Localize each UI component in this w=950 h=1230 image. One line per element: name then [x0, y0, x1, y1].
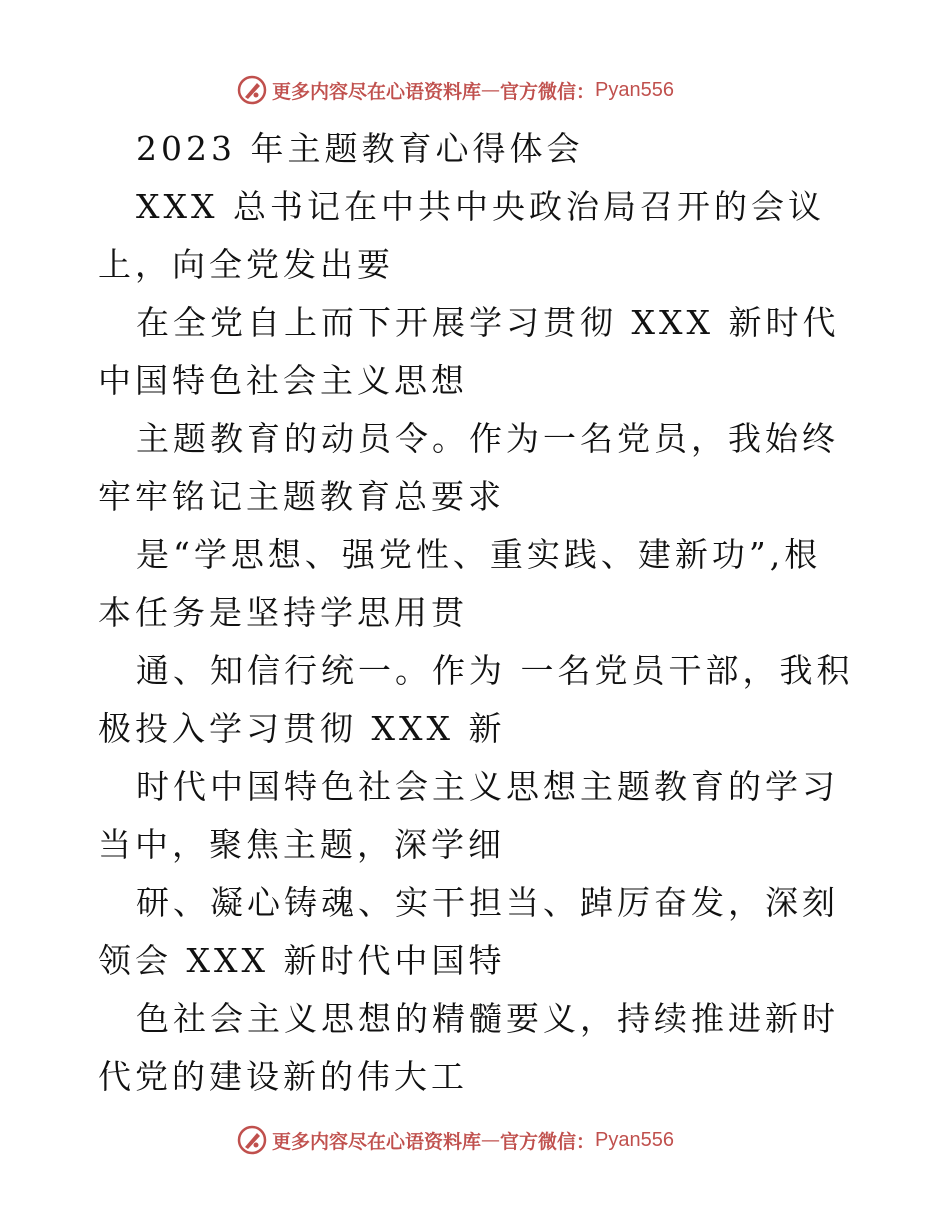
paragraph: 通、知信行统一。作为 一名党员干部，我积极投入学习贯彻 XXX 新: [98, 651, 854, 748]
paragraph: 时代中国特色社会主义思想主题教育的学习当中，聚焦主题，深学细: [98, 767, 839, 864]
document-title: 2023 年主题教育心得体会: [136, 129, 584, 168]
wechat-id: Pyan556: [595, 78, 674, 101]
paragraph: 是“学思想、强党性、重实践、建新功”,根本任务是坚持学思用贯: [98, 535, 822, 632]
wechat-label: 官方微信：: [500, 1130, 596, 1153]
banner-separator: —: [481, 1129, 501, 1151]
pen-nib-logo-icon: [236, 74, 268, 106]
footer-banner: [236, 1123, 674, 1157]
paragraph: 在全党自上而下开展学习贯彻 XXX 新时代中国特色社会主义思想: [98, 303, 840, 400]
wechat-label: 官方微信：: [500, 80, 596, 103]
paragraph: 色社会主义思想的精髓要义，持续推进新时代党的建设新的伟大工: [98, 999, 839, 1096]
pen-nib-logo-icon: [236, 1124, 268, 1156]
paragraph: XXX 总书记在中共中央政治局召开的会议上，向全党发出要: [98, 187, 825, 284]
wechat-id: Pyan556: [595, 1128, 674, 1151]
paragraph: 主题教育的动员令。作为一名党员，我始终牢牢铭记主题教育总要求: [98, 419, 839, 516]
brand-name: 更多内容尽在心语资料库: [272, 80, 482, 103]
brand-name: 更多内容尽在心语资料库: [272, 1130, 482, 1153]
header-banner: [236, 73, 674, 107]
banner-separator: —: [481, 79, 501, 101]
paragraph: 研、凝心铸魂、实干担当、踔厉奋发，深刻领会 XXX 新时代中国特: [98, 883, 839, 980]
document-body: [98, 120, 858, 1106]
